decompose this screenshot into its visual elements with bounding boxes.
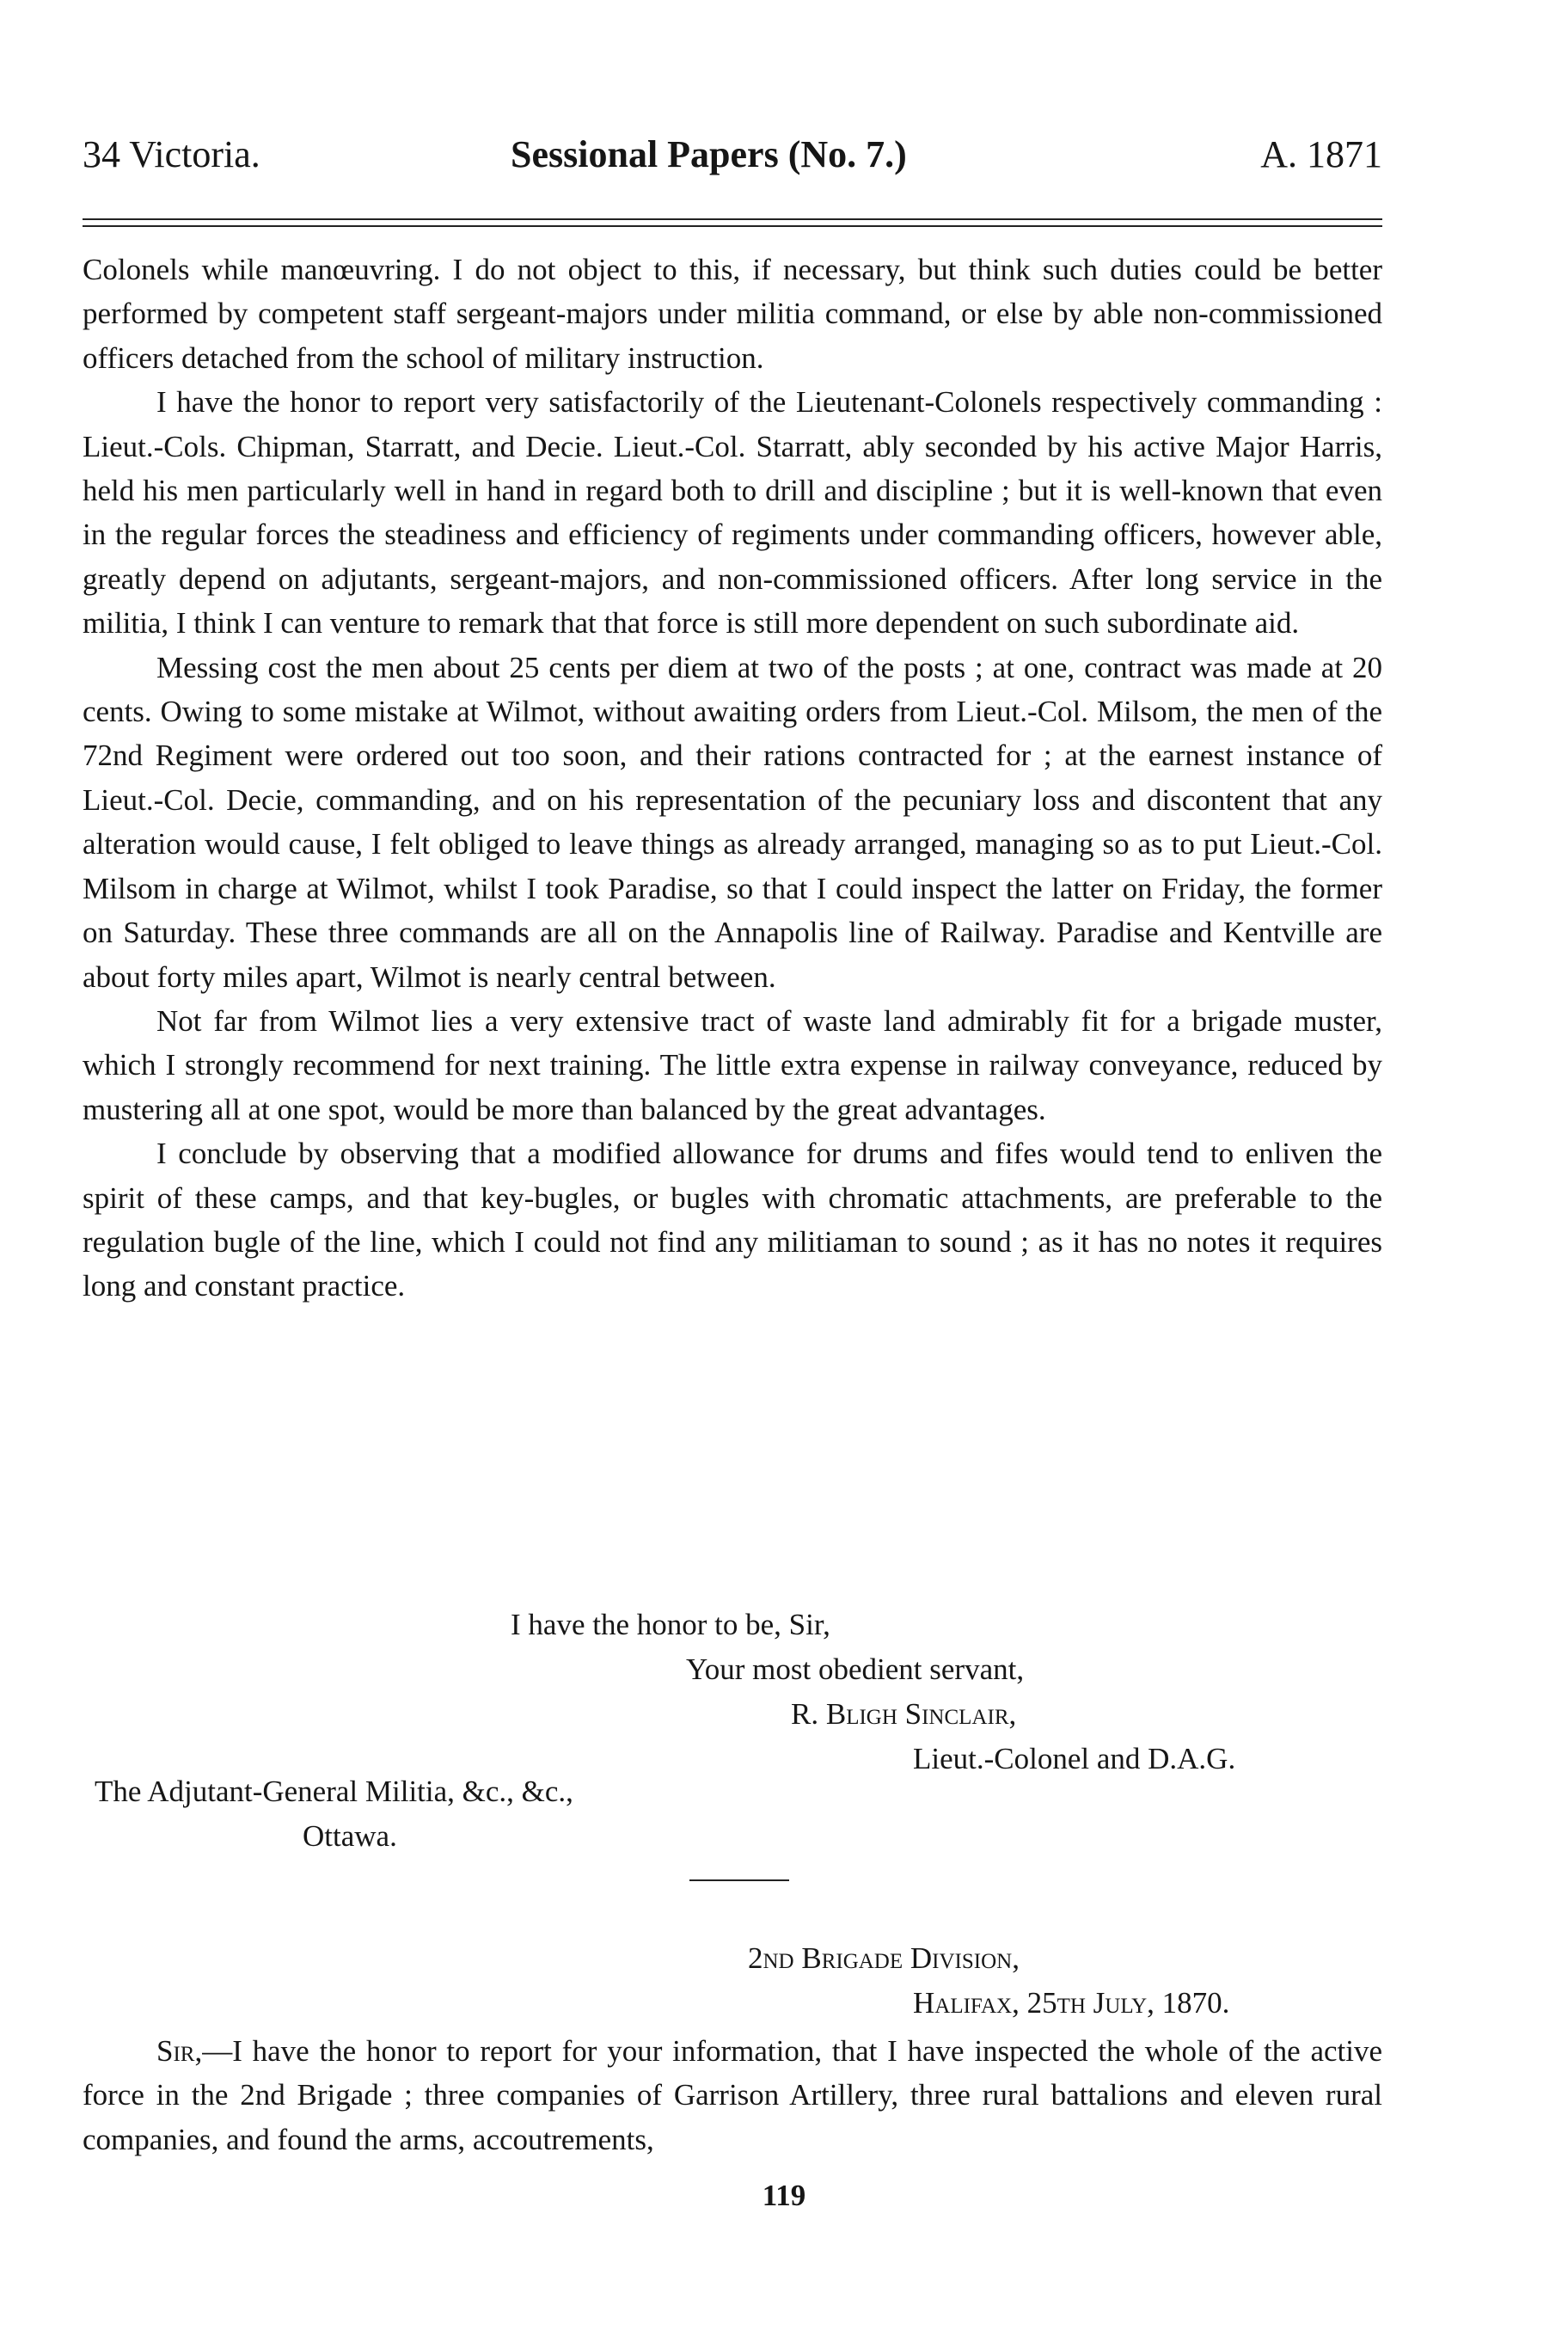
addressee-line-1: The Adjutant-General Militia, &c., &c., [95, 1775, 573, 1808]
paragraph-3: Messing cost the men about 25 cents per diem at two of the posts ; at one, contract was made at 20 cents. Owing to some mistake at Wilmot, without awaiting orders from Lieut.-Col. Milsom, the men of the 72nd Regiment were ordered out too soon, and their rations contracted for ; at the earnest instance of Lieut.-Col. Decie, commanding, and on his representation of the pecuniary loss and discontent that any alteration would cause, I felt obliged to leave things as already arranged, managing so as to put Lieut.-Col. Milsom in charge at Wilmot, whilst I took Paradise, so that I could inspect the latter on Friday, the former on Saturday. These three commands are all on the Annapolis line of Railway. Paradise and Kentville are about forty miles apart, Wilmot is nearly central between. [83, 650, 1382, 994]
page-number: 119 [762, 2179, 806, 2212]
signature-rank: Lieut.-Colonel and D.A.G. [913, 1742, 1236, 1775]
paragraph-4: Not far from Wilmot lies a very extensive tract of waste land admirably fit for a brigade muster, which I strongly recommend for next training. The little extra expense in railway conveyance, reduced by mustering all at one spot, would be more than balanced by the great advantages. [83, 1003, 1382, 1126]
letter-body [83, 248, 1382, 1309]
addressee-line-2: Ottawa. [303, 1819, 397, 1853]
next-letter-heading: 2nd Brigade Division, [748, 1941, 1020, 1975]
signature: R. Bligh Sinclair, [791, 1697, 1017, 1731]
salutation: Sir, [156, 2034, 203, 2068]
closing-line-2: Your most obedient servant, [686, 1652, 1025, 1686]
next-letter-paragraph [83, 2029, 1382, 2161]
header-rule-bottom [83, 225, 1382, 227]
closing-line-1: I have the honor to be, Sir, [511, 1608, 830, 1641]
next-letter-place-date: Halifax, 25th July, 1870. [913, 1986, 1230, 2020]
paragraph-1: Colonels while manœuvring. I do not object to this, if necessary, but think such duties could be better performed by competent staff sergeant-majors under militia command, or else by able non-commissioned officers detached from the school of military instruction. [83, 253, 1382, 375]
paragraph-5: I conclude by observing that a modified allowance for drums and fifes would tend to enliven the spirit of these camps, and that key-bugles, or bugles with chromatic attachments, are preferable to the regulation bugle of the line, which I could not find any militiaman to sound ; as it has no notes it requires long and constant practice. [83, 1137, 1382, 1303]
section-divider [689, 1879, 789, 1881]
next-letter-text: —I have the honor to report for your information, that I have inspected the whole of the active force in the 2nd Brigade ; three companies of Garrison Artillery, three rural battalions and eleven rural companies, and found the arms, accoutrements, [83, 2034, 1382, 2156]
header-title: Sessional Papers (No. 7.) [511, 133, 907, 175]
header-rule-top [83, 218, 1382, 220]
header-year: A. 1871 [1260, 133, 1382, 175]
next-letter-body [83, 2029, 1382, 2161]
running-header [83, 131, 1382, 191]
header-session: 34 Victoria. [83, 133, 260, 175]
paragraph-2: I have the honor to report very satisfactorily of the Lieutenant-Colonels respectively commanding : Lieut.-Cols. Chipman, Starratt, and Decie. Lieut.-Col. Starratt, ably seconded by his active Major Harris, held his men particularly well in hand in regard both to drill and discipline ; but it is well-known that even in the regular forces the steadiness and efficiency of regiments under commanding officers, however able, greatly depend on adjutants, sergeant-majors, and non-commissioned officers. After long service in the militia, I think I can venture to remark that that force is still more dependent on such subordinate aid. [83, 385, 1382, 641]
